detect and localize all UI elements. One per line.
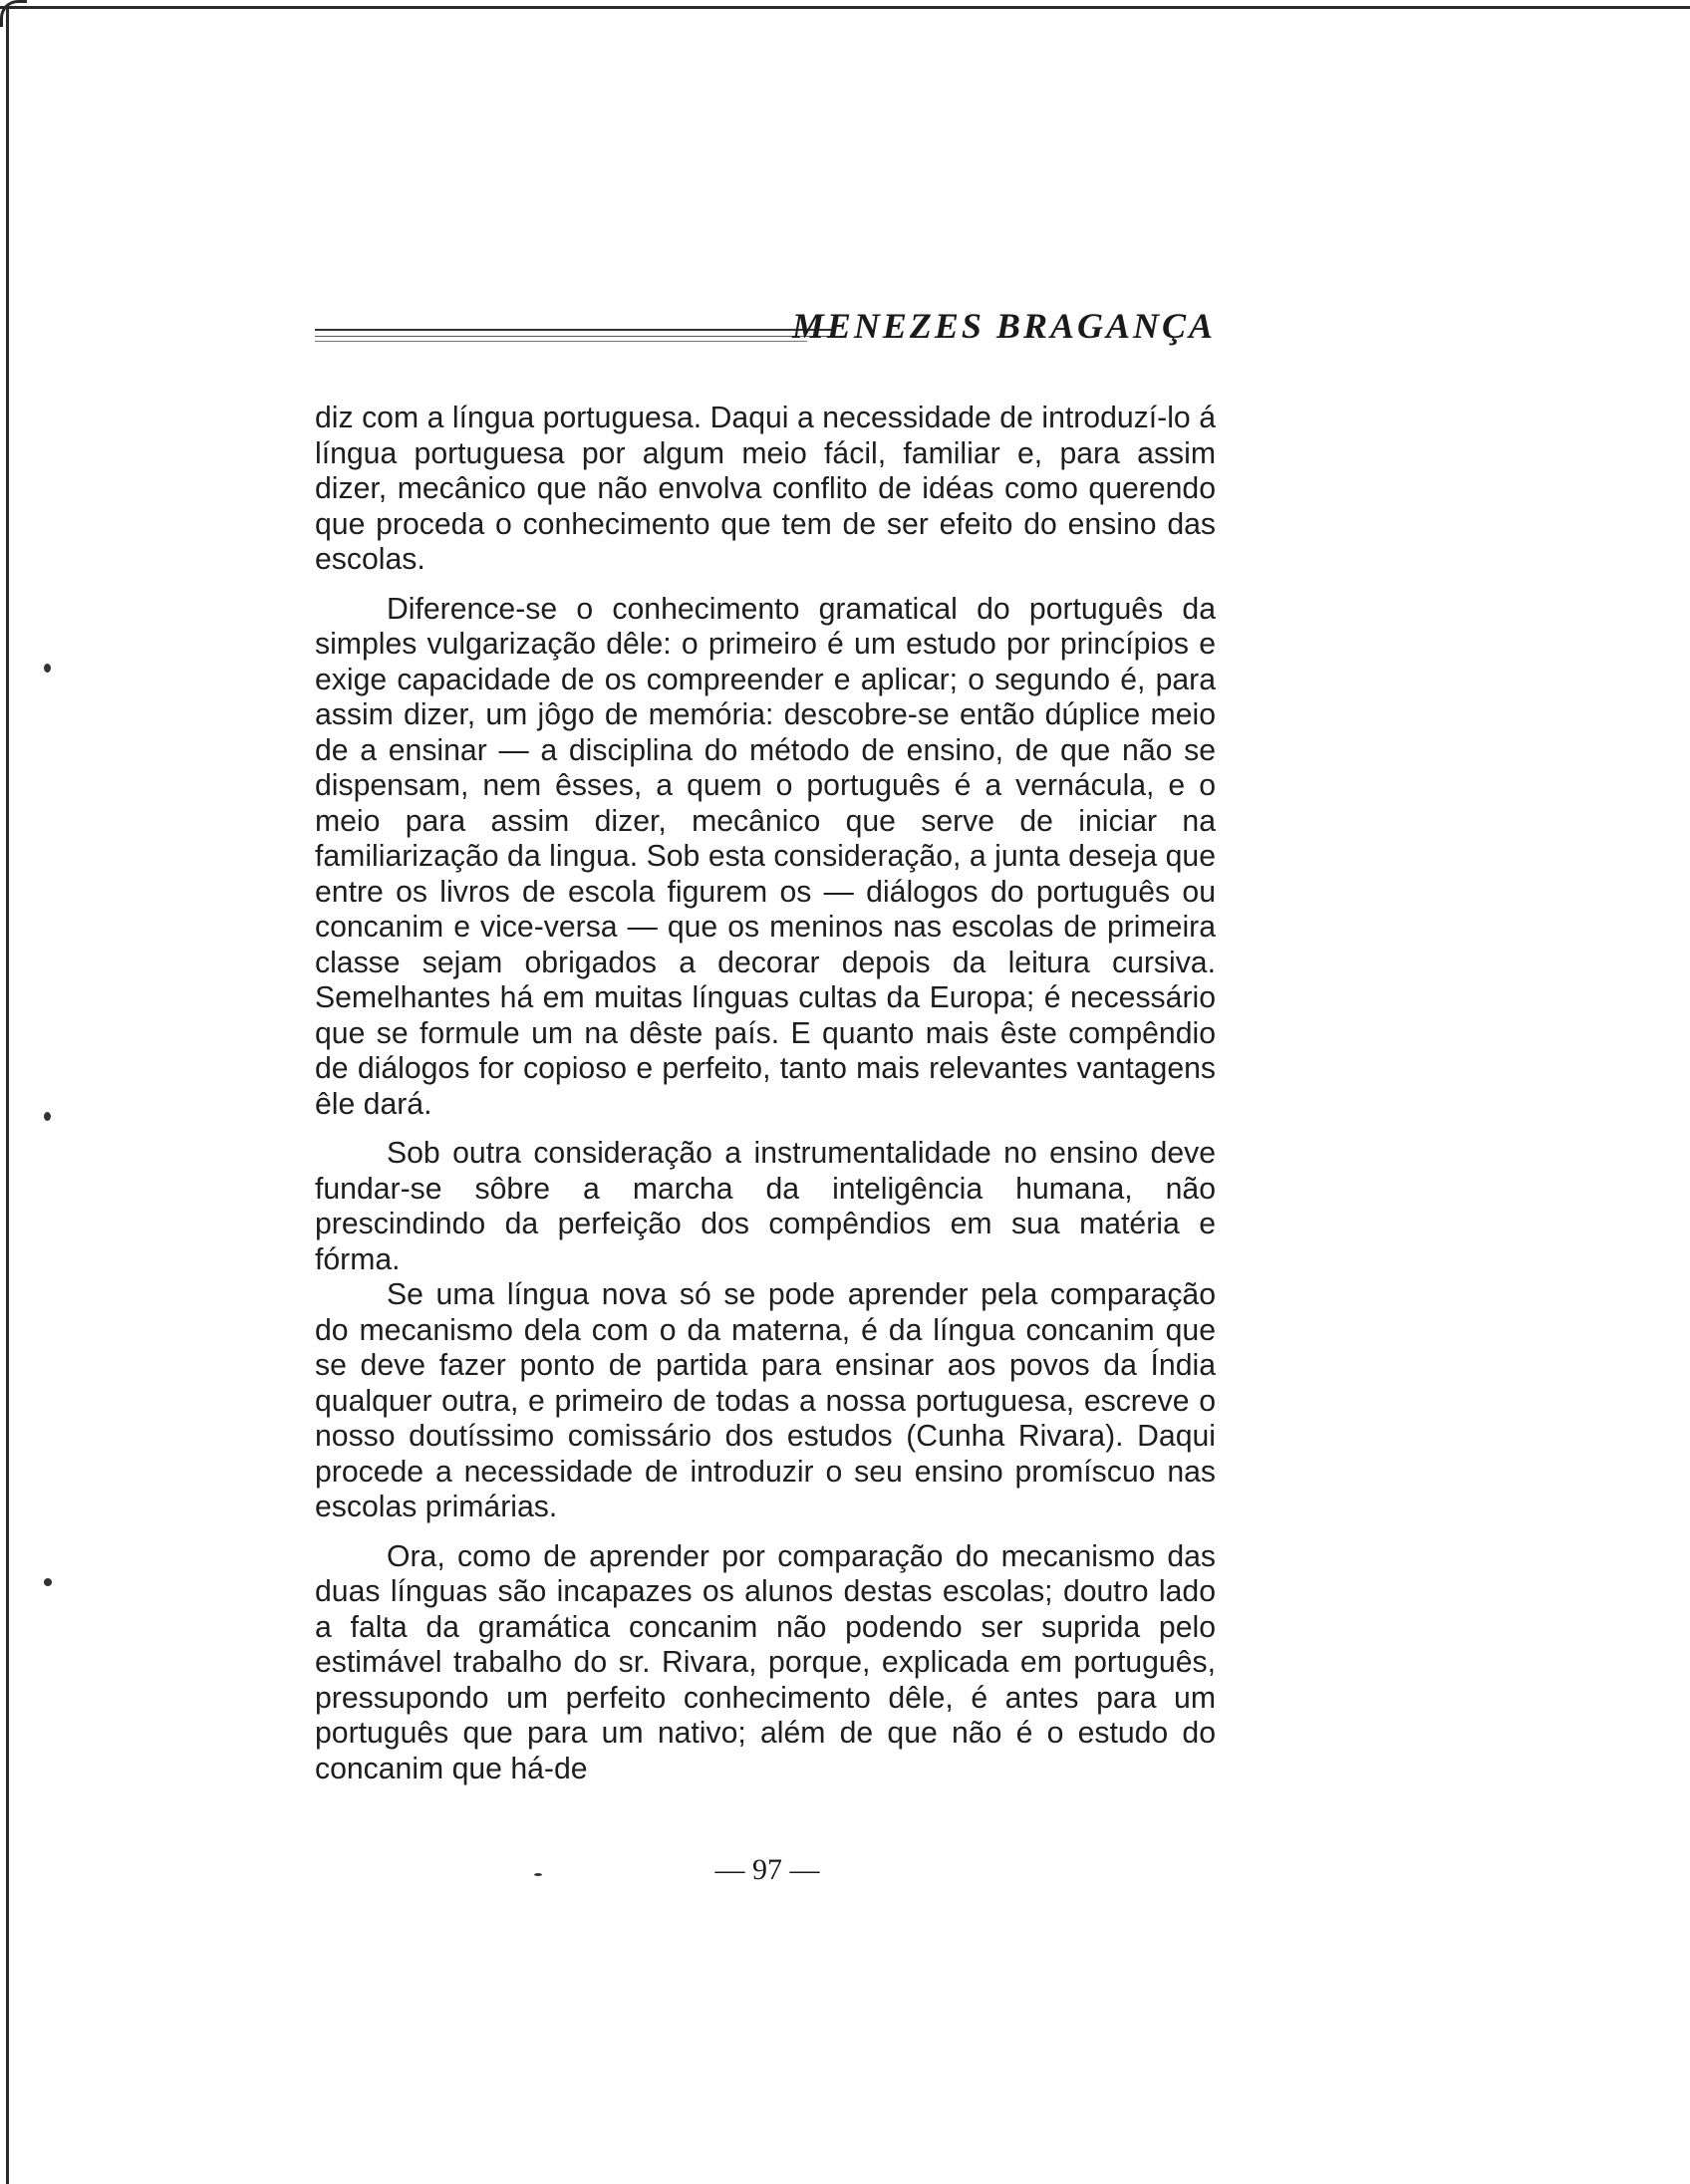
- page-number: — 97 —: [714, 1853, 820, 1886]
- scan-edge-top: [0, 6, 1690, 9]
- page-body: [315, 401, 1216, 1786]
- margin-speck: [534, 1873, 542, 1876]
- scan-edge-left: [6, 6, 9, 2184]
- paragraph: diz com a língua portuguesa. Daqui a necessidade de introduzí-lo á língua portuguesa por algum meio fácil, familiar e, para assim dizer, mecânico que não envolva conflito de idéas como querendo que proceda o conhecimento que tem de ser efeito do ensino das escolas.: [315, 402, 1216, 576]
- paragraph: Diference-se o conhecimento gramatical do português da simples vulgarização dêle: o primeiro é um estudo por princípios e exige capacidade de os compreender e aplicar; o segundo é, para assim dizer, um jôgo de memória: descobre-se então dúplice meio de a ensinar — a disciplina do método de ensino, de que não se dispensam, nem êsses, a quem o português é a vernácula, e o meio para assim dizer, mecânico que serve de iniciar na familiarização da lingua. Sob esta consideração, a junta deseja que entre os livros de escola figurem os — diálogos do português ou concanim e vice-versa — que os meninos nas escolas de primeira classe sejam obrigados a decorar depois da leitura cursiva. Semelhantes há em muitas línguas cultas da Europa; é necessário que se formule um na dêste país. E quanto mais êste compêndio de diálogos for copioso e perfeito, tanto mais relevantes vantagens êle dará.: [315, 592, 1216, 1121]
- margin-speck: [44, 1578, 52, 1586]
- margin-speck: [44, 1112, 51, 1121]
- paragraph: Ora, como de aprender por comparação do mecanismo das duas línguas são incapazes os alunos destas escolas; doutro lado a falta da gramática concanim não podendo ser suprida pelo estimável trabalho do sr. Rivara, porque, explicada em português, pressupondo um perfeito conhecimento dêle, é antes para um português que para um nativo; além de que não é o estudo do concanim que há-de: [315, 1539, 1216, 1785]
- running-title: MENEZES BRAGANÇA: [791, 306, 1216, 346]
- header-rule: [315, 329, 833, 342]
- paragraph: Sob outra consideração a instrumentalidade no ensino deve fundar-se sôbre a marcha da inteligência humana, não prescindindo da perfeição dos compêndios em sua matéria e fórma.: [315, 1137, 1216, 1276]
- margin-speck: [44, 664, 51, 673]
- paragraph: Se uma língua nova só se pode aprender pela comparação do mecanismo dela com o da materna, é da língua concanim que se deve fazer ponto de partida para ensinar aos povos da Índia qualquer outra, e primeiro de todas a nossa portuguesa, escreve o nosso doutíssimo comissário dos estudos (Cunha Rivara). Daqui procede a necessidade de introduzir o seu ensino promíscuo nas escolas primárias.: [315, 1278, 1216, 1523]
- running-header: [315, 299, 1216, 359]
- scan-corner: [0, 0, 27, 27]
